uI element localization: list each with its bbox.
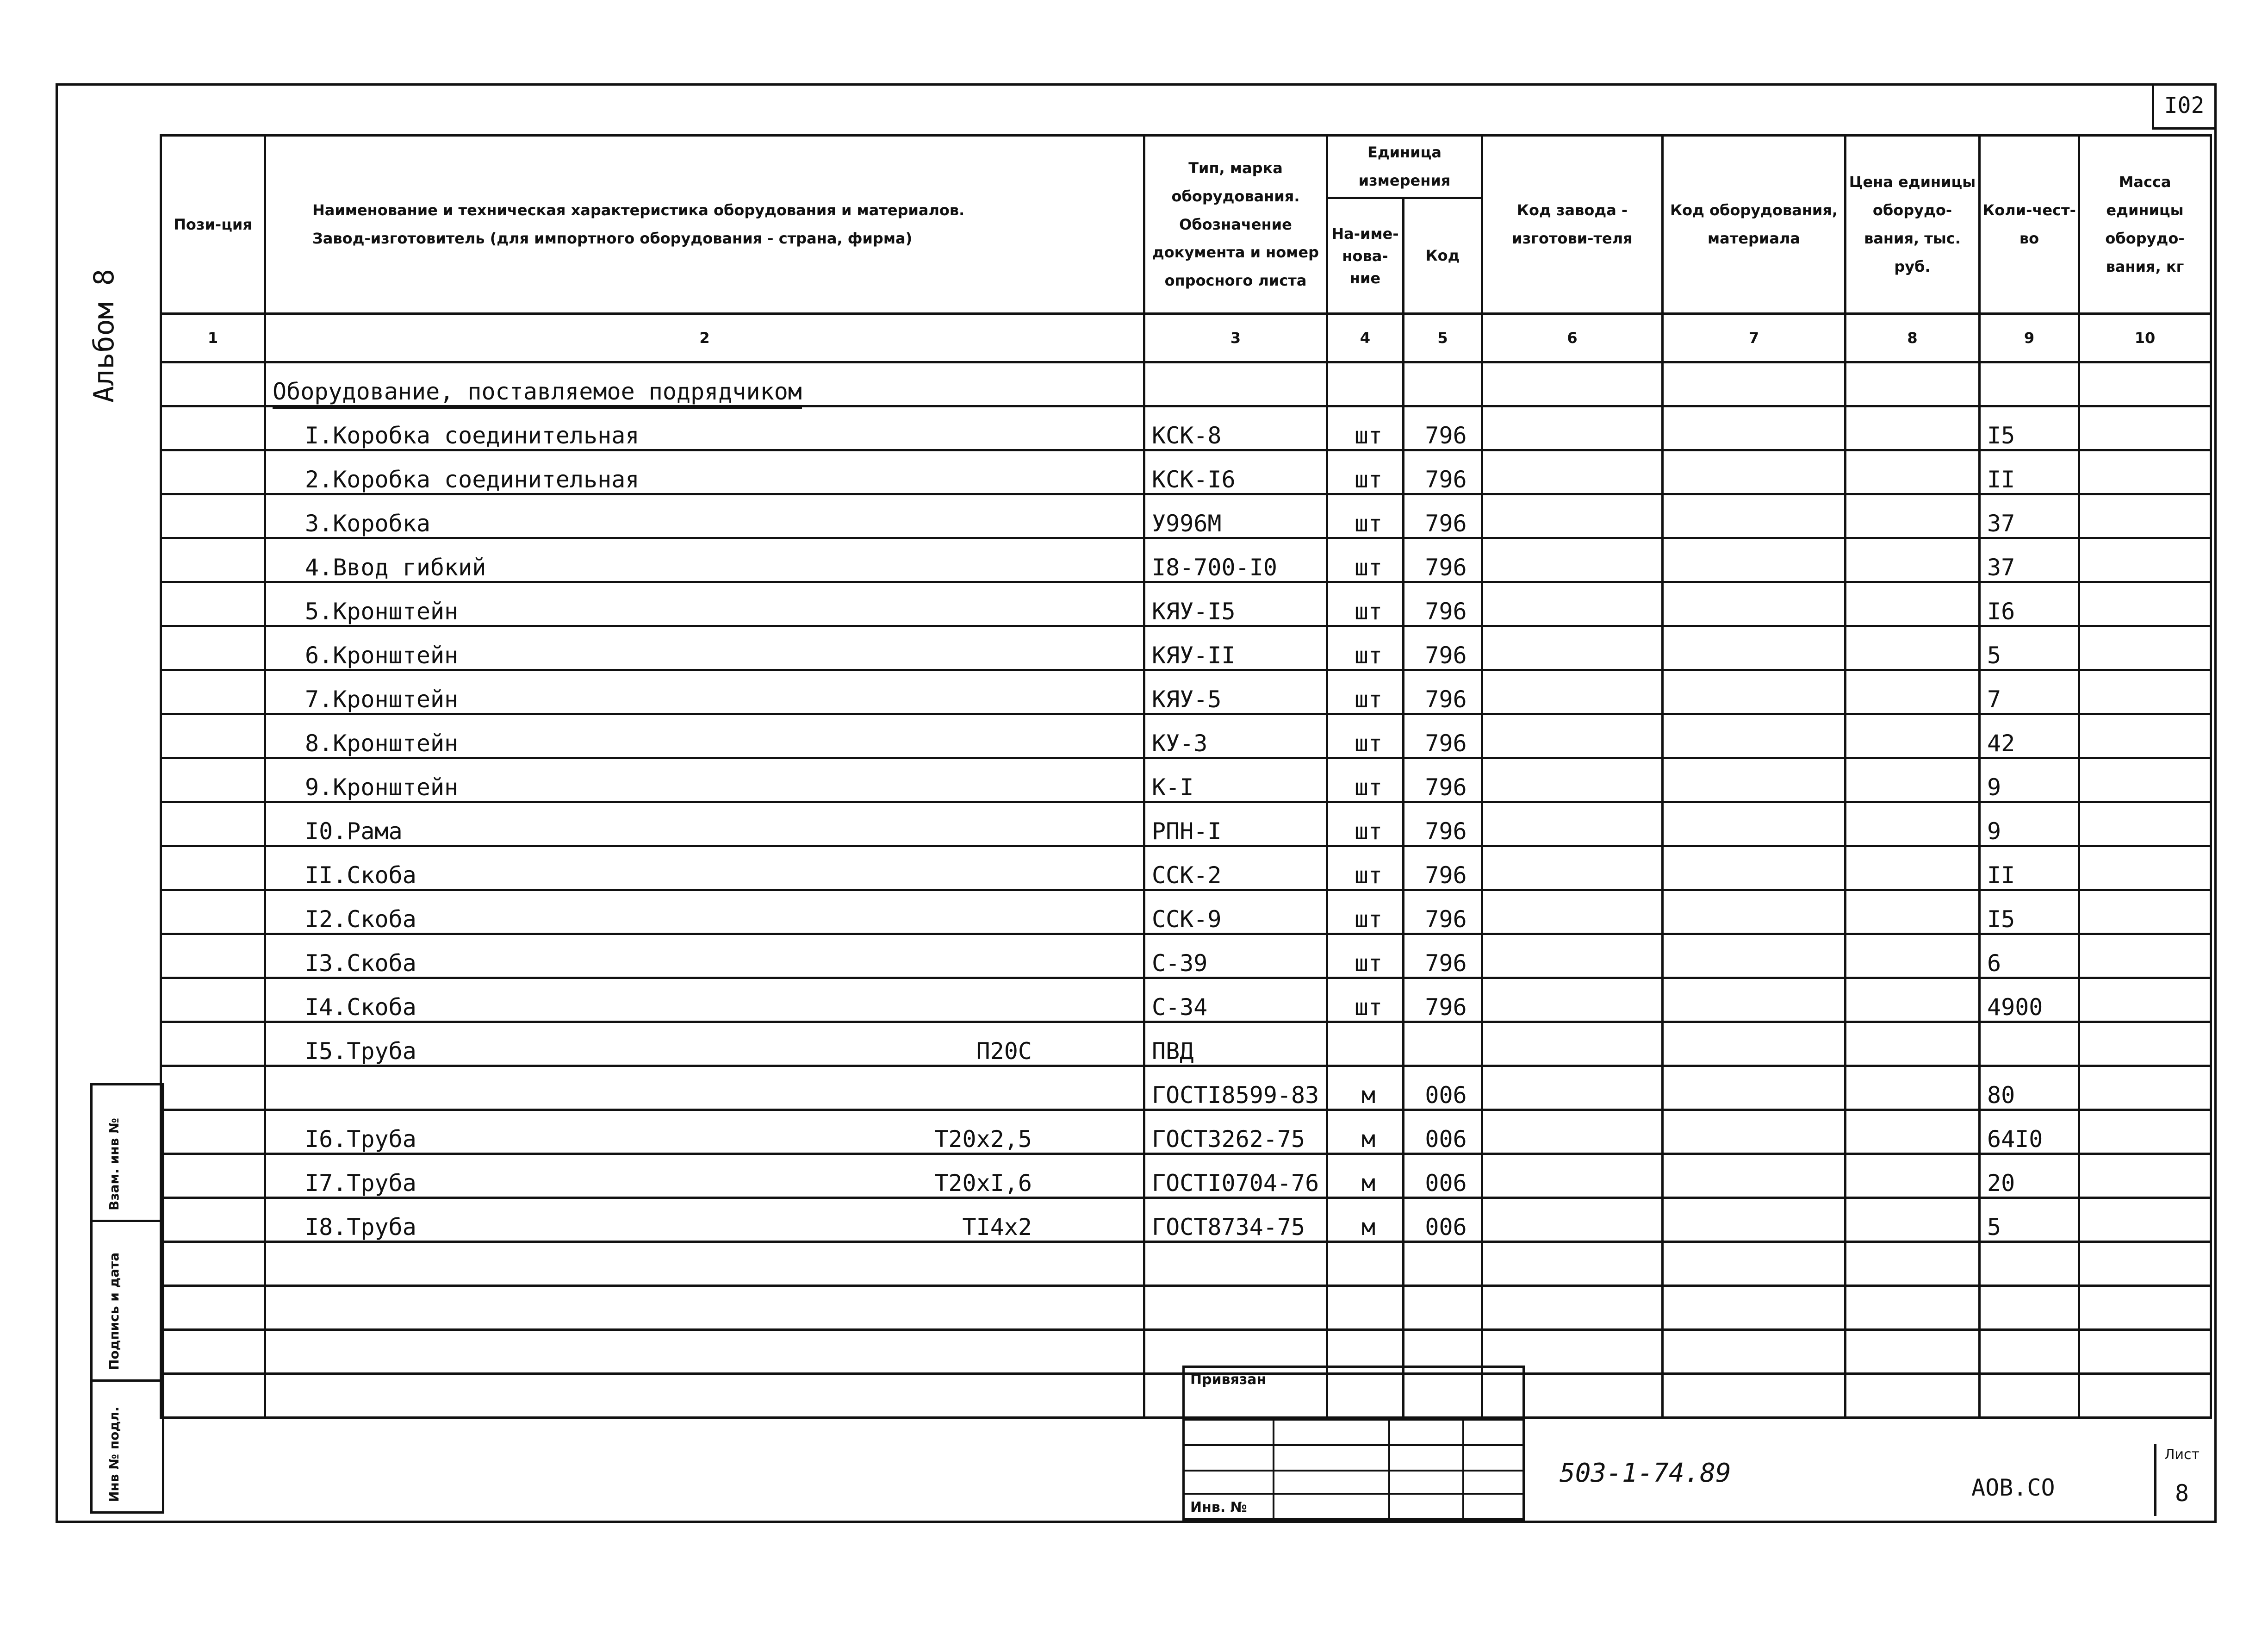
quantity-cell: 20 bbox=[1980, 1154, 2079, 1198]
price-cell bbox=[1845, 538, 1980, 582]
equipment-code-cell bbox=[1663, 582, 1845, 626]
unit-cell: шт bbox=[1327, 626, 1404, 670]
quantity-cell: II bbox=[1980, 846, 2079, 890]
column-number: 7 bbox=[1663, 314, 1845, 362]
factory-code-cell bbox=[1482, 1022, 1663, 1066]
item-name: 7.Кронштейн bbox=[305, 686, 459, 713]
mass-cell bbox=[2079, 626, 2211, 670]
item-name-cell bbox=[265, 1154, 1144, 1198]
price-cell bbox=[1845, 934, 1980, 978]
quantity-cell: II bbox=[1980, 450, 2079, 494]
item-name-cell bbox=[265, 1066, 1144, 1110]
item-name-cell bbox=[265, 978, 1144, 1022]
item-name: I6.Труба bbox=[305, 1126, 416, 1153]
quantity-cell: 5 bbox=[1980, 626, 2079, 670]
factory-code-cell bbox=[1482, 670, 1663, 714]
unit-code-cell bbox=[1404, 1022, 1482, 1066]
equipment-code-cell bbox=[1663, 406, 1845, 450]
table-row bbox=[161, 714, 2211, 758]
table-row bbox=[161, 1154, 2211, 1198]
factory-code-cell bbox=[1482, 1154, 1663, 1198]
unit-cell: м bbox=[1327, 1110, 1404, 1154]
position-cell bbox=[161, 714, 265, 758]
unit-cell bbox=[1327, 1022, 1404, 1066]
item-name-cell bbox=[265, 670, 1144, 714]
mass-cell bbox=[2079, 1198, 2211, 1242]
header-equipment-code: Код оборудования, материала bbox=[1663, 136, 1845, 314]
price-cell bbox=[1845, 714, 1980, 758]
table-row bbox=[161, 670, 2211, 714]
column-number: 10 bbox=[2079, 314, 2211, 362]
quantity-cell: 7 bbox=[1980, 670, 2079, 714]
price-cell bbox=[1845, 802, 1980, 846]
position-cell bbox=[161, 406, 265, 450]
side-stamp bbox=[90, 1083, 164, 1514]
mass-cell bbox=[2079, 802, 2211, 846]
unit-cell: шт bbox=[1327, 494, 1404, 538]
inventory-label: Инв. № bbox=[1190, 1499, 1247, 1515]
mass-cell bbox=[2079, 1022, 2211, 1066]
position-cell bbox=[161, 1154, 265, 1198]
mass-cell bbox=[2079, 890, 2211, 934]
mass-cell bbox=[2079, 1066, 2211, 1110]
item-name: 5.Кронштейн bbox=[305, 598, 459, 625]
type-cell: ССК-2 bbox=[1144, 846, 1327, 890]
column-number: 1 bbox=[161, 314, 265, 362]
table-row bbox=[161, 1110, 2211, 1154]
type-cell: У996М bbox=[1144, 494, 1327, 538]
table-row bbox=[161, 934, 2211, 978]
position-cell bbox=[161, 978, 265, 1022]
factory-code-cell bbox=[1482, 538, 1663, 582]
equipment-code-cell bbox=[1663, 538, 1845, 582]
item-spec: ТI4х2 bbox=[962, 1214, 1032, 1241]
unit-cell: м bbox=[1327, 1154, 1404, 1198]
item-name-cell bbox=[265, 890, 1144, 934]
privyazan-label: Привязан bbox=[1190, 1372, 1267, 1388]
unit-code-cell: 006 bbox=[1404, 1110, 1482, 1154]
header-type: Тип, марка оборудования. Обозначение документа и номер опросного листа bbox=[1144, 136, 1327, 314]
equipment-code-cell bbox=[1663, 450, 1845, 494]
equipment-code-cell bbox=[1663, 626, 1845, 670]
mass-cell bbox=[2079, 846, 2211, 890]
quantity-cell: I5 bbox=[1980, 406, 2079, 450]
column-number: 2 bbox=[265, 314, 1144, 362]
quantity-cell: 37 bbox=[1980, 538, 2079, 582]
item-name: 2.Коробка соединительная bbox=[305, 466, 640, 493]
section-title: Оборудование, поставляемое подрядчиком bbox=[273, 378, 802, 409]
header-unit-group: Единица измерения bbox=[1327, 136, 1482, 198]
unit-cell: шт bbox=[1327, 538, 1404, 582]
price-cell bbox=[1845, 890, 1980, 934]
quantity-cell: 42 bbox=[1980, 714, 2079, 758]
mass-cell bbox=[2079, 934, 2211, 978]
column-number: 5 bbox=[1404, 314, 1482, 362]
factory-code-cell bbox=[1482, 1110, 1663, 1154]
unit-code-cell: 006 bbox=[1404, 1066, 1482, 1110]
factory-code-cell bbox=[1482, 1066, 1663, 1110]
equipment-code-cell bbox=[1663, 1154, 1845, 1198]
unit-cell: шт bbox=[1327, 802, 1404, 846]
price-cell bbox=[1845, 1022, 1980, 1066]
mass-cell bbox=[2079, 582, 2211, 626]
factory-code-cell bbox=[1482, 714, 1663, 758]
position-cell bbox=[161, 934, 265, 978]
quantity-cell: 80 bbox=[1980, 1066, 2079, 1110]
unit-cell: шт bbox=[1327, 758, 1404, 802]
table-row bbox=[161, 978, 2211, 1022]
equipment-code-cell bbox=[1663, 1110, 1845, 1154]
unit-cell: шт bbox=[1327, 978, 1404, 1022]
header-name bbox=[265, 136, 1144, 314]
mass-cell bbox=[2079, 1154, 2211, 1198]
quantity-cell bbox=[1980, 1022, 2079, 1066]
equipment-code-cell bbox=[1663, 1022, 1845, 1066]
item-name: I8.Труба bbox=[305, 1214, 416, 1241]
equipment-code-cell bbox=[1663, 758, 1845, 802]
table-row bbox=[161, 538, 2211, 582]
item-name-cell bbox=[265, 802, 1144, 846]
factory-code-cell bbox=[1482, 934, 1663, 978]
equipment-code-cell bbox=[1663, 1198, 1845, 1242]
equipment-code-cell bbox=[1663, 978, 1845, 1022]
mass-cell bbox=[2079, 714, 2211, 758]
sheet-list-value: 8 bbox=[2175, 1480, 2189, 1507]
type-cell: С-39 bbox=[1144, 934, 1327, 978]
side-cell-original bbox=[93, 1382, 162, 1509]
item-name: 4.Ввод гибкий bbox=[305, 554, 486, 581]
item-spec: П20С bbox=[976, 1038, 1032, 1065]
position-cell bbox=[161, 802, 265, 846]
table-row bbox=[161, 582, 2211, 626]
sheet-list-label: Лист bbox=[2164, 1447, 2200, 1463]
item-name: II.Скоба bbox=[305, 862, 416, 889]
unit-code-cell: 796 bbox=[1404, 934, 1482, 978]
unit-code-cell: 796 bbox=[1404, 714, 1482, 758]
item-name: I7.Труба bbox=[305, 1170, 416, 1197]
equipment-code-cell bbox=[1663, 934, 1845, 978]
type-cell: РПН-I bbox=[1144, 802, 1327, 846]
column-number: 6 bbox=[1482, 314, 1663, 362]
type-cell: КСК-8 bbox=[1144, 406, 1327, 450]
equipment-code-cell bbox=[1663, 846, 1845, 890]
item-name: 3.Коробка bbox=[305, 510, 430, 537]
price-cell bbox=[1845, 1110, 1980, 1154]
quantity-cell: I5 bbox=[1980, 890, 2079, 934]
table-row bbox=[161, 1066, 2211, 1110]
factory-code-cell bbox=[1482, 802, 1663, 846]
position-cell bbox=[161, 670, 265, 714]
type-cell: ГОСТI8599-83 bbox=[1144, 1066, 1327, 1110]
type-cell: КУ-3 bbox=[1144, 714, 1327, 758]
item-name: I2.Скоба bbox=[305, 906, 416, 933]
price-cell bbox=[1845, 1198, 1980, 1242]
document-suffix: АОВ.СО bbox=[1971, 1474, 2055, 1501]
mass-cell bbox=[2079, 978, 2211, 1022]
item-spec: Т20хI,6 bbox=[934, 1170, 1032, 1197]
equipment-code-cell bbox=[1663, 714, 1845, 758]
price-cell bbox=[1845, 494, 1980, 538]
mass-cell bbox=[2079, 450, 2211, 494]
unit-code-cell: 006 bbox=[1404, 1154, 1482, 1198]
factory-code-cell bbox=[1482, 406, 1663, 450]
table-row bbox=[161, 1022, 2211, 1066]
unit-code-cell: 796 bbox=[1404, 846, 1482, 890]
item-name-cell bbox=[265, 406, 1144, 450]
mass-cell bbox=[2079, 758, 2211, 802]
equipment-code-cell bbox=[1663, 1066, 1845, 1110]
unit-code-cell: 796 bbox=[1404, 626, 1482, 670]
position-cell bbox=[161, 846, 265, 890]
item-name: 9.Кронштейн bbox=[305, 774, 459, 801]
header-unit-name: На-име-нова-ние bbox=[1327, 198, 1404, 314]
unit-cell: шт bbox=[1327, 450, 1404, 494]
header-factory-code: Код завода - изготови-теля bbox=[1482, 136, 1663, 314]
mass-cell bbox=[2079, 406, 2211, 450]
item-name: I3.Скоба bbox=[305, 950, 416, 977]
position-cell bbox=[161, 1022, 265, 1066]
factory-code-cell bbox=[1482, 846, 1663, 890]
position-cell bbox=[161, 626, 265, 670]
item-name-cell bbox=[265, 846, 1144, 890]
unit-code-cell: 796 bbox=[1404, 890, 1482, 934]
position-cell bbox=[161, 1066, 265, 1110]
factory-code-cell bbox=[1482, 978, 1663, 1022]
type-cell: КЯУ-I5 bbox=[1144, 582, 1327, 626]
item-name: I0.Рама bbox=[305, 818, 403, 845]
type-cell: ССК-9 bbox=[1144, 890, 1327, 934]
item-name-cell bbox=[265, 582, 1144, 626]
equipment-code-cell bbox=[1663, 670, 1845, 714]
table-row bbox=[161, 802, 2211, 846]
unit-cell: шт bbox=[1327, 406, 1404, 450]
column-number: 3 bbox=[1144, 314, 1327, 362]
price-cell bbox=[1845, 758, 1980, 802]
unit-cell: м bbox=[1327, 1066, 1404, 1110]
mass-cell bbox=[2079, 1110, 2211, 1154]
type-cell: КЯУ-5 bbox=[1144, 670, 1327, 714]
header-price: Цена единицы оборудо-вания, тыс. руб. bbox=[1845, 136, 1980, 314]
unit-code-cell: 796 bbox=[1404, 670, 1482, 714]
table-row bbox=[161, 450, 2211, 494]
equipment-code-cell bbox=[1663, 494, 1845, 538]
quantity-cell: I6 bbox=[1980, 582, 2079, 626]
factory-code-cell bbox=[1482, 626, 1663, 670]
side-label-original: Инв № подл. bbox=[106, 1406, 122, 1502]
side-cell-replacement bbox=[93, 1085, 162, 1222]
price-cell bbox=[1845, 450, 1980, 494]
side-cell-signature bbox=[93, 1222, 162, 1382]
section-title-cell bbox=[265, 362, 1144, 406]
unit-code-cell: 796 bbox=[1404, 538, 1482, 582]
unit-code-cell: 796 bbox=[1404, 450, 1482, 494]
unit-cell: шт bbox=[1327, 934, 1404, 978]
position-cell bbox=[161, 494, 265, 538]
position-cell bbox=[161, 1198, 265, 1242]
header-mass: Масса единицы оборудо-вания, кг bbox=[2079, 136, 2211, 314]
item-name-cell bbox=[265, 934, 1144, 978]
factory-code-cell bbox=[1482, 890, 1663, 934]
unit-code-cell: 006 bbox=[1404, 1198, 1482, 1242]
table-row bbox=[161, 890, 2211, 934]
quantity-cell: 64I0 bbox=[1980, 1110, 2079, 1154]
price-cell bbox=[1845, 978, 1980, 1022]
table-row bbox=[161, 758, 2211, 802]
equipment-code-cell bbox=[1663, 802, 1845, 846]
item-name-cell bbox=[265, 538, 1144, 582]
document-number: 503-1-74.89 bbox=[1560, 1458, 1731, 1488]
quantity-cell: 9 bbox=[1980, 758, 2079, 802]
price-cell bbox=[1845, 1066, 1980, 1110]
type-cell: I8-700-I0 bbox=[1144, 538, 1327, 582]
sheet-number: I02 bbox=[2152, 83, 2214, 130]
position-cell bbox=[161, 450, 265, 494]
position-cell bbox=[161, 538, 265, 582]
factory-code-cell bbox=[1482, 494, 1663, 538]
table-row bbox=[161, 1198, 2211, 1242]
item-name-cell bbox=[265, 1198, 1144, 1242]
mass-cell bbox=[2079, 494, 2211, 538]
header-row bbox=[161, 136, 2211, 198]
mass-cell bbox=[2079, 538, 2211, 582]
album-label: Альбом 8 bbox=[88, 269, 120, 403]
table-row bbox=[161, 406, 2211, 450]
unit-code-cell: 796 bbox=[1404, 758, 1482, 802]
price-cell bbox=[1845, 582, 1980, 626]
table-row bbox=[161, 494, 2211, 538]
header-quantity: Коли-чест-во bbox=[1980, 136, 2079, 314]
item-spec: Т20х2,5 bbox=[934, 1126, 1032, 1153]
header-position: Пози-ция bbox=[161, 136, 265, 314]
equipment-code-cell bbox=[1663, 890, 1845, 934]
specification-table bbox=[160, 134, 2212, 1419]
quantity-cell: 37 bbox=[1980, 494, 2079, 538]
unit-code-cell: 796 bbox=[1404, 978, 1482, 1022]
price-cell bbox=[1845, 670, 1980, 714]
type-cell: С-34 bbox=[1144, 978, 1327, 1022]
item-name-cell bbox=[265, 758, 1144, 802]
quantity-cell: 5 bbox=[1980, 1198, 2079, 1242]
table-row bbox=[161, 846, 2211, 890]
side-label-replacement: Взам. инв № bbox=[106, 1118, 122, 1210]
header-name-line1: Наименование и техническая характеристика оборудования и материалов. bbox=[312, 201, 965, 219]
type-cell: ПВД bbox=[1144, 1022, 1327, 1066]
column-number: 9 bbox=[1980, 314, 2079, 362]
type-cell: КЯУ-II bbox=[1144, 626, 1327, 670]
position-cell bbox=[161, 890, 265, 934]
title-block bbox=[1182, 1366, 1525, 1521]
item-name-cell bbox=[265, 1022, 1144, 1066]
header-unit-code: Код bbox=[1404, 198, 1482, 314]
factory-code-cell bbox=[1482, 450, 1663, 494]
quantity-cell: 9 bbox=[1980, 802, 2079, 846]
sheet-list-box bbox=[2154, 1444, 2207, 1516]
item-name-cell bbox=[265, 1110, 1144, 1154]
column-number-row bbox=[161, 314, 2211, 362]
unit-code-cell: 796 bbox=[1404, 802, 1482, 846]
item-name: I5.Труба bbox=[305, 1038, 416, 1065]
factory-code-cell bbox=[1482, 758, 1663, 802]
column-number: 8 bbox=[1845, 314, 1980, 362]
item-name-cell bbox=[265, 626, 1144, 670]
blank-row bbox=[161, 1242, 2211, 1286]
unit-cell: шт bbox=[1327, 670, 1404, 714]
type-cell: ГОСТI0704-76 bbox=[1144, 1154, 1327, 1198]
item-name: 8.Кронштейн bbox=[305, 730, 459, 757]
item-name-cell bbox=[265, 494, 1144, 538]
item-name: I4.Скоба bbox=[305, 994, 416, 1021]
position-cell bbox=[161, 758, 265, 802]
type-cell: ГОСТ3262-75 bbox=[1144, 1110, 1327, 1154]
table-row bbox=[161, 626, 2211, 670]
factory-code-cell bbox=[1482, 1198, 1663, 1242]
type-cell: ГОСТ8734-75 bbox=[1144, 1198, 1327, 1242]
unit-cell: шт bbox=[1327, 714, 1404, 758]
side-label-signature: Подпись и дата bbox=[106, 1252, 122, 1370]
item-name-cell bbox=[265, 450, 1144, 494]
blank-row bbox=[161, 1286, 2211, 1330]
type-cell: КСК-I6 bbox=[1144, 450, 1327, 494]
price-cell bbox=[1845, 626, 1980, 670]
quantity-cell: 6 bbox=[1980, 934, 2079, 978]
quantity-cell: 4900 bbox=[1980, 978, 2079, 1022]
type-cell: К-I bbox=[1144, 758, 1327, 802]
unit-cell: м bbox=[1327, 1198, 1404, 1242]
unit-code-cell: 796 bbox=[1404, 494, 1482, 538]
unit-code-cell: 796 bbox=[1404, 582, 1482, 626]
factory-code-cell bbox=[1482, 582, 1663, 626]
unit-cell: шт bbox=[1327, 582, 1404, 626]
price-cell bbox=[1845, 406, 1980, 450]
item-name-cell bbox=[265, 714, 1144, 758]
column-number: 4 bbox=[1327, 314, 1404, 362]
item-name: 6.Кронштейн bbox=[305, 642, 459, 669]
section-row bbox=[161, 362, 2211, 406]
position-cell bbox=[161, 1110, 265, 1154]
item-rows bbox=[161, 406, 2211, 1242]
unit-cell: шт bbox=[1327, 846, 1404, 890]
price-cell bbox=[1845, 1154, 1980, 1198]
unit-cell: шт bbox=[1327, 890, 1404, 934]
mass-cell bbox=[2079, 670, 2211, 714]
position-cell bbox=[161, 582, 265, 626]
price-cell bbox=[1845, 846, 1980, 890]
unit-code-cell: 796 bbox=[1404, 406, 1482, 450]
item-name: I.Коробка соединительная bbox=[305, 422, 640, 449]
header-name-line2: Завод-изготовитель (для импортного оборудования - страна, фирма) bbox=[312, 230, 913, 247]
